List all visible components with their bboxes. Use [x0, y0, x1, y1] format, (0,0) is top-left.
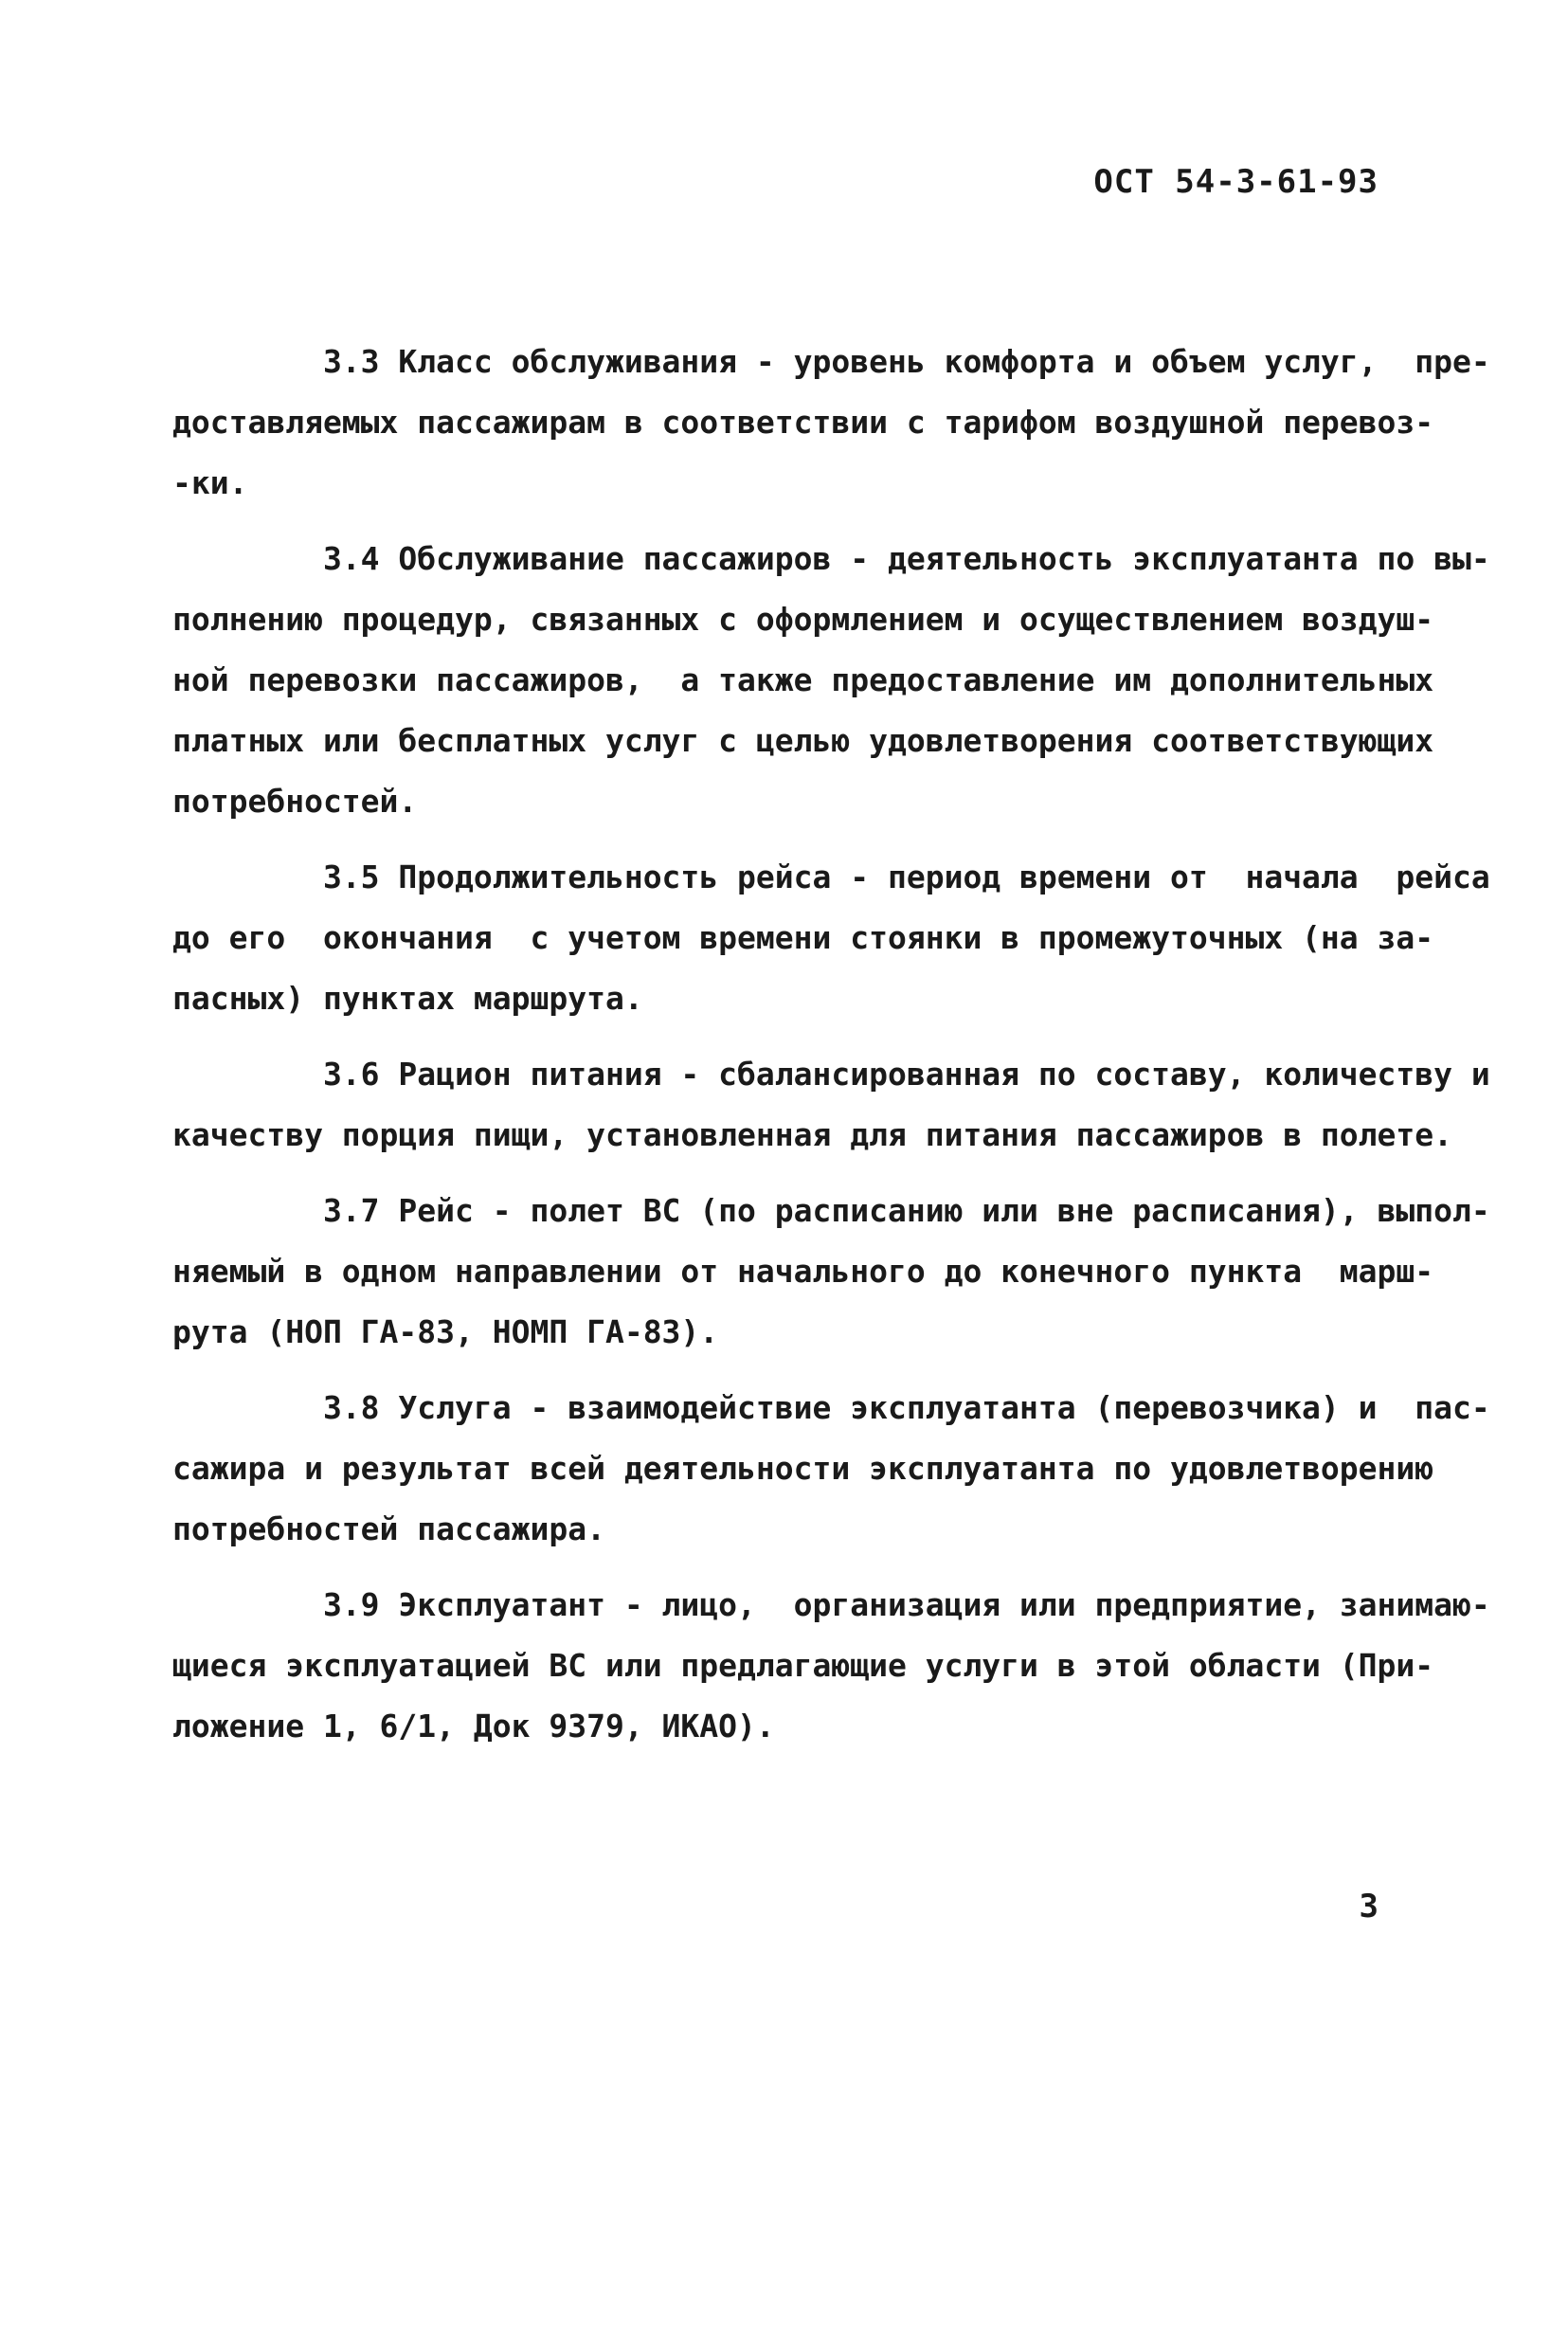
text-line: няемый в одном направлении от начального до конечного пункта марш-	[172, 1253, 1434, 1290]
definition-3-6	[172, 1044, 1490, 1166]
text-line: щиеся эксплуатацией ВС или предлагающие услуги в этой области (При-	[172, 1647, 1434, 1684]
text-line: доставляемых пассажирам в соответствии с тарифом воздушной перевоз-	[172, 404, 1434, 441]
text-line: 3.3 Класс обслуживания - уровень комфорта и объем услуг, пре-	[172, 343, 1490, 380]
text-line: ложение 1, 6/1, Док 9379, ИКАО).	[172, 1708, 775, 1744]
definition-3-3	[172, 332, 1490, 514]
text-line: 3.8 Услуга - взаимодействие эксплуатанта (перевозчика) и пас-	[172, 1389, 1490, 1426]
definition-3-9	[172, 1575, 1490, 1757]
text-line: пасных) пунктах маршрута.	[172, 980, 643, 1017]
document-body	[172, 332, 1490, 1772]
text-line: -ки.	[172, 464, 248, 501]
text-line: 3.4 Обслуживание пассажиров - деятельность эксплуатанта по вы-	[172, 540, 1490, 577]
text-line: до его окончания с учетом времени стоянки в промежуточных (на за-	[172, 919, 1434, 956]
text-line: потребностей.	[172, 783, 418, 820]
text-line: 3.7 Рейс - полет ВС (по расписанию или вне расписания), выпол-	[172, 1192, 1490, 1229]
text-line: 3.5 Продолжительность рейса - период времени от начала рейса	[172, 859, 1490, 895]
text-line: потребностей пассажира.	[172, 1510, 605, 1547]
text-line: полнению процедур, связанных с оформлением и осуществлением воздуш-	[172, 601, 1434, 638]
definition-3-8	[172, 1378, 1490, 1560]
definition-3-7	[172, 1181, 1490, 1363]
text-line: сажира и результат всей деятельности эксплуатанта по удовлетворению	[172, 1450, 1434, 1487]
text-line: 3.6 Рацион питания - сбалансированная по составу, количеству и	[172, 1056, 1490, 1093]
text-line: 3.9 Эксплуатант - лицо, организация или предприятие, занимаю-	[172, 1586, 1490, 1623]
text-line: рута (НОП ГА-83, НОМП ГА-83).	[172, 1313, 719, 1350]
text-line: качеству порция пищи, установленная для питания пассажиров в полете.	[172, 1116, 1453, 1153]
definition-3-4	[172, 529, 1490, 832]
page-number: 3	[1359, 1888, 1379, 1925]
text-line: ной перевозки пассажиров, а также предоставление им дополнительных	[172, 661, 1434, 698]
text-line: платных или бесплатных услуг с целью удовлетворения соответствующих	[172, 722, 1434, 759]
definition-3-5	[172, 847, 1490, 1029]
document-code: ОСТ 54-3-61-93	[1093, 163, 1379, 201]
